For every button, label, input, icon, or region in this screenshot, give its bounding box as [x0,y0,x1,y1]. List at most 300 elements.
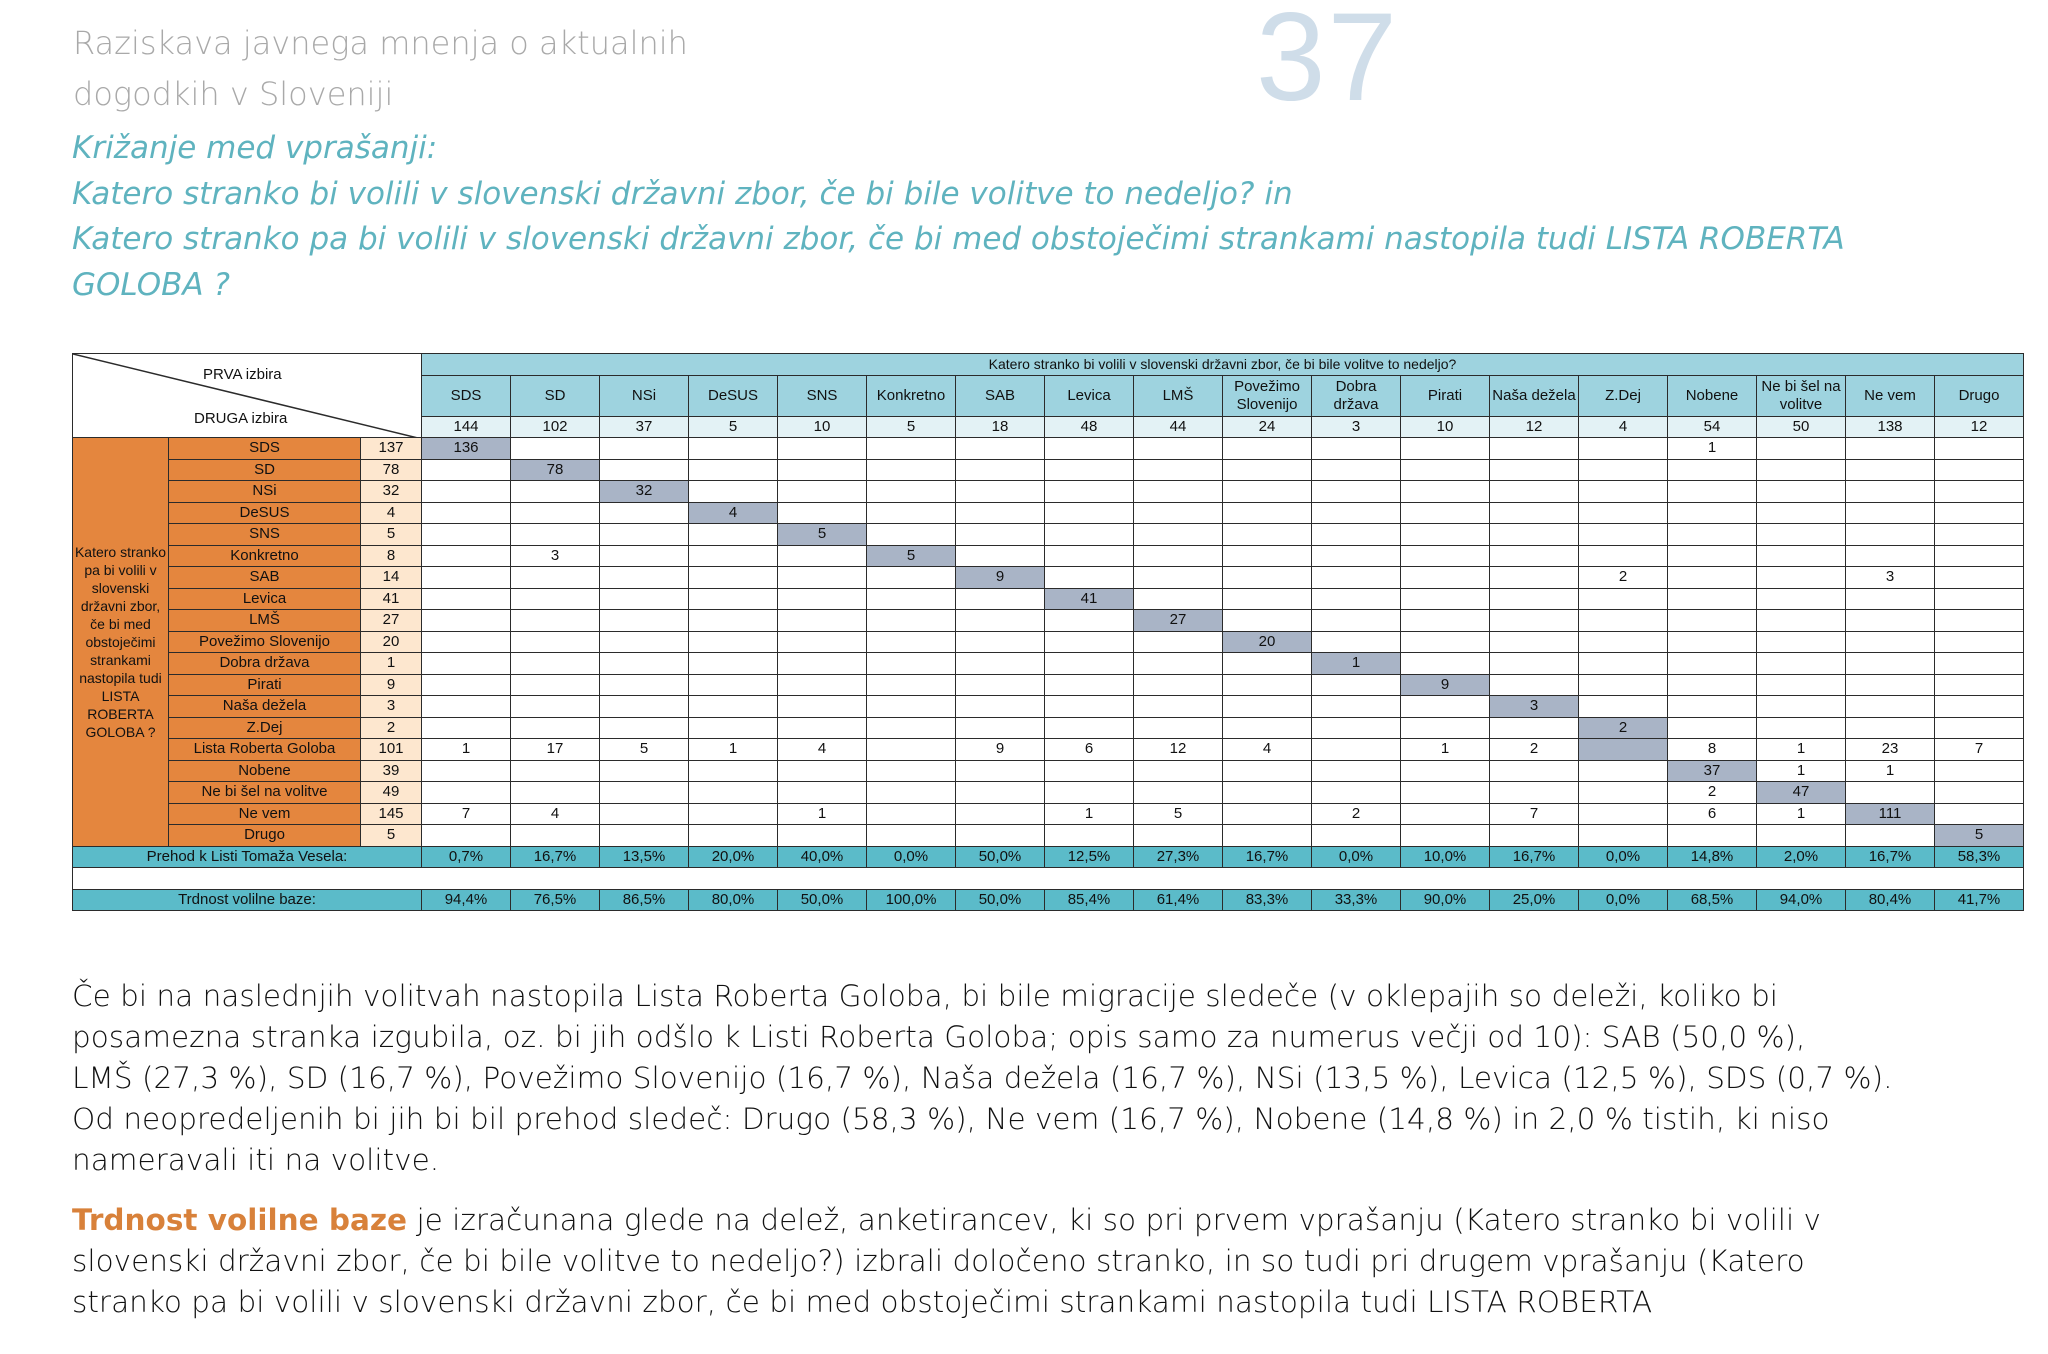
table-cell [867,653,956,675]
column-total: 144 [422,416,511,438]
table-cell [1668,481,1757,503]
question-line: GOLOBA ? [72,266,230,303]
column-total: 5 [867,416,956,438]
row-label: SD [169,459,361,481]
table-cell [778,545,867,567]
table-cell [956,502,1045,524]
table-row [73,545,2024,567]
table-cell [1045,459,1134,481]
table-cell [1757,459,1846,481]
column-header: SD [511,375,600,416]
table-cell [1668,631,1757,653]
table-cell [689,545,778,567]
table-cell: 5 [600,739,689,761]
table-cell [1846,631,1935,653]
table-cell: 4 [511,803,600,825]
table-cell [600,545,689,567]
table-cell [1846,610,1935,632]
table-cell: 23 [1846,739,1935,761]
column-total: 44 [1134,416,1223,438]
table-cell: 136 [422,438,511,460]
table-cell [1579,545,1668,567]
table-cell [511,717,600,739]
row-label: Drugo [169,825,361,847]
table-cell [1579,459,1668,481]
table-cell [1401,653,1490,675]
table-cell [778,459,867,481]
table-cell [1312,782,1401,804]
row-label: Ne bi šel na volitve [169,782,361,804]
table-cell [1401,610,1490,632]
table-cell [867,502,956,524]
table-cell [1045,481,1134,503]
row-label: Naša dežela [169,696,361,718]
table-row [73,653,2024,675]
table-cell [1134,545,1223,567]
table-cell [422,610,511,632]
table-cell [1668,502,1757,524]
table-cell [1757,502,1846,524]
base-strength-value: 85,4% [1045,889,1134,911]
table-cell [600,653,689,675]
table-cell [1935,524,2024,546]
base-strength-value: 100,0% [867,889,956,911]
column-total: 18 [956,416,1045,438]
table-separator [73,868,2024,890]
table-cell [956,610,1045,632]
column-header: Pirati [1401,375,1490,416]
page-number: 37 [1256,0,1400,127]
column-total: 5 [689,416,778,438]
table-row [73,588,2024,610]
table-cell [1223,782,1312,804]
table-cell: 27 [1134,610,1223,632]
table-cell [1312,567,1401,589]
table-cell [1490,674,1579,696]
table-cell [1579,502,1668,524]
corner-top-label: PRVA izbira [203,366,282,383]
table-cell [1401,717,1490,739]
column-header: Drugo [1935,375,2024,416]
table-cell [1223,545,1312,567]
table-cell [1757,674,1846,696]
table-cell [1935,588,2024,610]
table-cell [867,825,956,847]
table-cell [956,524,1045,546]
table-cell [867,438,956,460]
row-total: 1 [361,653,422,675]
table-cell [1846,674,1935,696]
table-cell [1757,717,1846,739]
table-cell [1223,674,1312,696]
column-total: 10 [778,416,867,438]
transfer-value: 0,0% [1312,846,1401,868]
table-cell [1935,567,2024,589]
table-cell [422,481,511,503]
transfer-value: 2,0% [1757,846,1846,868]
table-cell [1223,502,1312,524]
table-cell [956,696,1045,718]
table-cell [689,481,778,503]
table-cell [1223,760,1312,782]
table-cell [511,610,600,632]
table-cell: 1 [1757,803,1846,825]
row-total: 8 [361,545,422,567]
table-cell [867,588,956,610]
table-cell [422,524,511,546]
table-cell [956,438,1045,460]
table-cell [511,524,600,546]
table-cell [1223,717,1312,739]
table-cell [1935,760,2024,782]
table-cell [1757,524,1846,546]
table-cell: 1 [422,739,511,761]
table-cell [867,739,956,761]
table-cell [1490,524,1579,546]
table-cell [422,588,511,610]
table-cell [1579,674,1668,696]
table-cell [1490,610,1579,632]
table-cell [1579,653,1668,675]
table-cell [1045,545,1134,567]
table-cell [867,459,956,481]
table-cell [422,653,511,675]
table-cell: 17 [511,739,600,761]
table-cell [1579,588,1668,610]
table-cell [778,782,867,804]
table-cell [1579,524,1668,546]
table-cell [1401,825,1490,847]
table-cell [1045,674,1134,696]
table-cell [600,696,689,718]
table-cell [1668,588,1757,610]
table-cell [600,524,689,546]
table-cell [1312,717,1401,739]
table-cell [1757,545,1846,567]
table-cell [1935,696,2024,718]
table-cell [511,653,600,675]
table-cell [867,803,956,825]
table-cell [1401,438,1490,460]
table-cell [689,760,778,782]
table-cell [867,674,956,696]
table-cell [1045,438,1134,460]
table-cell: 6 [1668,803,1757,825]
table-cell: 4 [689,502,778,524]
table-cell [600,674,689,696]
column-total: 138 [1846,416,1935,438]
table-cell [1312,481,1401,503]
table-cell [956,674,1045,696]
table-cell [689,588,778,610]
table-cell [1579,631,1668,653]
table-cell [1223,438,1312,460]
table-cell [1668,524,1757,546]
column-header: Z.Dej [1579,375,1668,416]
base-strength-value: 33,3% [1312,889,1401,911]
table-cell [1401,782,1490,804]
table-cell [956,588,1045,610]
table-cell: 2 [1312,803,1401,825]
table-row [73,610,2024,632]
transfer-value: 50,0% [956,846,1045,868]
column-total: 50 [1757,416,1846,438]
transfer-value: 16,7% [1846,846,1935,868]
table-row [73,717,2024,739]
table-cell [1757,696,1846,718]
table-cell: 9 [1401,674,1490,696]
table-cell [422,631,511,653]
table-cell [1490,438,1579,460]
table-cell [1846,545,1935,567]
transfer-value: 14,8% [1668,846,1757,868]
row-total: 41 [361,588,422,610]
row-label: DeSUS [169,502,361,524]
table-cell [1935,438,2024,460]
table-cell: 78 [511,459,600,481]
table-cell [1579,610,1668,632]
paragraph-line: nameravali iti na volitve. [72,1143,440,1177]
row-total: 5 [361,825,422,847]
table-cell [1935,803,2024,825]
migration-paragraph [72,976,1893,1181]
table-row [73,760,2024,782]
table-cell: 4 [778,739,867,761]
table-cell [1668,653,1757,675]
column-total: 48 [1045,416,1134,438]
column-header: Konkretno [867,375,956,416]
table-cell: 1 [1401,739,1490,761]
table-cell [867,760,956,782]
row-total: 3 [361,696,422,718]
table-cell: 6 [1045,739,1134,761]
table-cell [1134,760,1223,782]
base-strength-value: 94,4% [422,889,511,911]
transfer-value: 27,3% [1134,846,1223,868]
table-cell [1846,782,1935,804]
column-header: Naša dežela [1490,375,1579,416]
table-row [73,438,2024,460]
table-cell [867,567,956,589]
paragraph-text: je izračunana glede na delež, anketirancev, ki so pri prvem vprašanju (Katero stranko bi volili v [407,1203,1822,1237]
base-strength-value: 76,5% [511,889,600,911]
table-cell [689,696,778,718]
row-label: Levica [169,588,361,610]
column-header: NSi [600,375,689,416]
table-cell [1668,459,1757,481]
table-cell [1579,438,1668,460]
transfer-value: 0,7% [422,846,511,868]
table-cell [1045,653,1134,675]
table-cell [689,782,778,804]
row-question-header: Katero stranko pa bi volili v slovenski državni zbor, če bi med obstoječimi strankami nastopila tudi LISTA ROBERTA GOLOBA ? [73,438,169,847]
table-cell [867,631,956,653]
table-cell [600,760,689,782]
transfer-label: Prehod k Listi Tomaža Vesela: [73,846,422,868]
column-total: 10 [1401,416,1490,438]
table-cell [1668,825,1757,847]
table-cell [1312,438,1401,460]
table-cell [867,782,956,804]
column-header: Povežimo Slovenijo [1223,375,1312,416]
table-cell [1935,631,2024,653]
table-cell [1312,739,1401,761]
table-cell [1490,588,1579,610]
table-cell [867,717,956,739]
table-cell: 41 [1045,588,1134,610]
table-cell [689,653,778,675]
transfer-value: 16,7% [511,846,600,868]
table-cell [1490,717,1579,739]
transfer-value: 0,0% [1579,846,1668,868]
table-cell [1312,545,1401,567]
column-total: 4 [1579,416,1668,438]
base-strength-value: 50,0% [778,889,867,911]
table-cell [1223,825,1312,847]
table-row [73,524,2024,546]
row-total: 145 [361,803,422,825]
table-cell [1134,674,1223,696]
table-row [73,481,2024,503]
table-cell [511,674,600,696]
table-cell: 7 [1935,739,2024,761]
table-cell [1045,567,1134,589]
table-cell [1045,610,1134,632]
table-cell [778,760,867,782]
column-header: Nobene [1668,375,1757,416]
column-total: 24 [1223,416,1312,438]
table-cell [1579,739,1668,761]
table-cell [1757,610,1846,632]
table-cell [1579,782,1668,804]
table-cell [1668,696,1757,718]
table-cell [1134,502,1223,524]
table-cell [1490,760,1579,782]
table-cell [778,696,867,718]
table-cell [1935,459,2024,481]
table-cell [1134,631,1223,653]
column-header: LMŠ [1134,375,1223,416]
table-cell [956,459,1045,481]
table-cell [1668,545,1757,567]
table-cell [1490,825,1579,847]
table-cell [1312,588,1401,610]
table-cell [1401,481,1490,503]
row-total: 39 [361,760,422,782]
row-label: Konkretno [169,545,361,567]
row-label: Nobene [169,760,361,782]
table-cell [1490,567,1579,589]
table-cell [1846,696,1935,718]
table-cell [1312,674,1401,696]
table-cell: 2 [1579,717,1668,739]
table-cell [1134,717,1223,739]
table-cell: 5 [1935,825,2024,847]
table-cell [1846,438,1935,460]
table-cell [422,502,511,524]
table-row [73,825,2024,847]
column-total: 54 [1668,416,1757,438]
table-cell [689,459,778,481]
row-total: 78 [361,459,422,481]
table-cell [689,631,778,653]
table-cell [511,760,600,782]
paragraph-line: Od neopredeljenih bi jih bi bil prehod sledeč: Drugo (58,3 %), Ne vem (16,7 %), Nobene (14,8 %) in 2,0 % tistih, ki niso [72,1102,1830,1136]
table-cell [1757,481,1846,503]
table-cell: 47 [1757,782,1846,804]
table-cell [867,610,956,632]
table-cell: 1 [1668,438,1757,460]
table-cell [1846,588,1935,610]
row-total: 14 [361,567,422,589]
table-cell [778,438,867,460]
table-cell [778,502,867,524]
table-cell [1312,610,1401,632]
column-header: Dobra država [1312,375,1401,416]
table-cell [867,481,956,503]
crosstab-table [72,353,2024,911]
table-cell: 7 [1490,803,1579,825]
transfer-value: 40,0% [778,846,867,868]
column-header: Ne bi šel na volitve [1757,375,1846,416]
table-cell [956,545,1045,567]
table-cell [1579,481,1668,503]
row-label: Pirati [169,674,361,696]
table-cell [1935,717,2024,739]
transfer-value: 16,7% [1223,846,1312,868]
table-cell [511,696,600,718]
table-cell [1134,588,1223,610]
table-cell [1401,631,1490,653]
table-cell: 9 [956,739,1045,761]
table-cell [956,760,1045,782]
table-cell [1401,545,1490,567]
table-cell [1223,588,1312,610]
question-line: Križanje med vprašanji: [72,130,438,166]
table-cell: 37 [1668,760,1757,782]
table-cell: 2 [1579,567,1668,589]
row-total: 9 [361,674,422,696]
table-cell [956,631,1045,653]
base-strength-value: 61,4% [1134,889,1223,911]
base-strength-value: 94,0% [1757,889,1846,911]
table-cell: 1 [1846,760,1935,782]
table-cell [689,825,778,847]
column-total: 37 [600,416,689,438]
table-cell [1223,481,1312,503]
column-question-header: Katero stranko bi volili v slovenski državni zbor, če bi bile volitve to nedeljo? [422,354,2024,376]
table-cell [511,438,600,460]
row-label: Povežimo Slovenijo [169,631,361,653]
table-cell [1757,438,1846,460]
table-cell [511,588,600,610]
table-cell [689,610,778,632]
table-cell [778,567,867,589]
table-cell [600,459,689,481]
table-cell: 7 [422,803,511,825]
column-header: DeSUS [689,375,778,416]
table-cell [1045,760,1134,782]
row-label: Lista Roberta Goloba [169,739,361,761]
table-cell [1668,717,1757,739]
table-cell [1223,459,1312,481]
base-strength-value: 68,5% [1668,889,1757,911]
table-cell [689,674,778,696]
table-cell [1134,782,1223,804]
base-strength-value: 25,0% [1490,889,1579,911]
base-strength-value: 86,5% [600,889,689,911]
table-cell: 2 [1668,782,1757,804]
